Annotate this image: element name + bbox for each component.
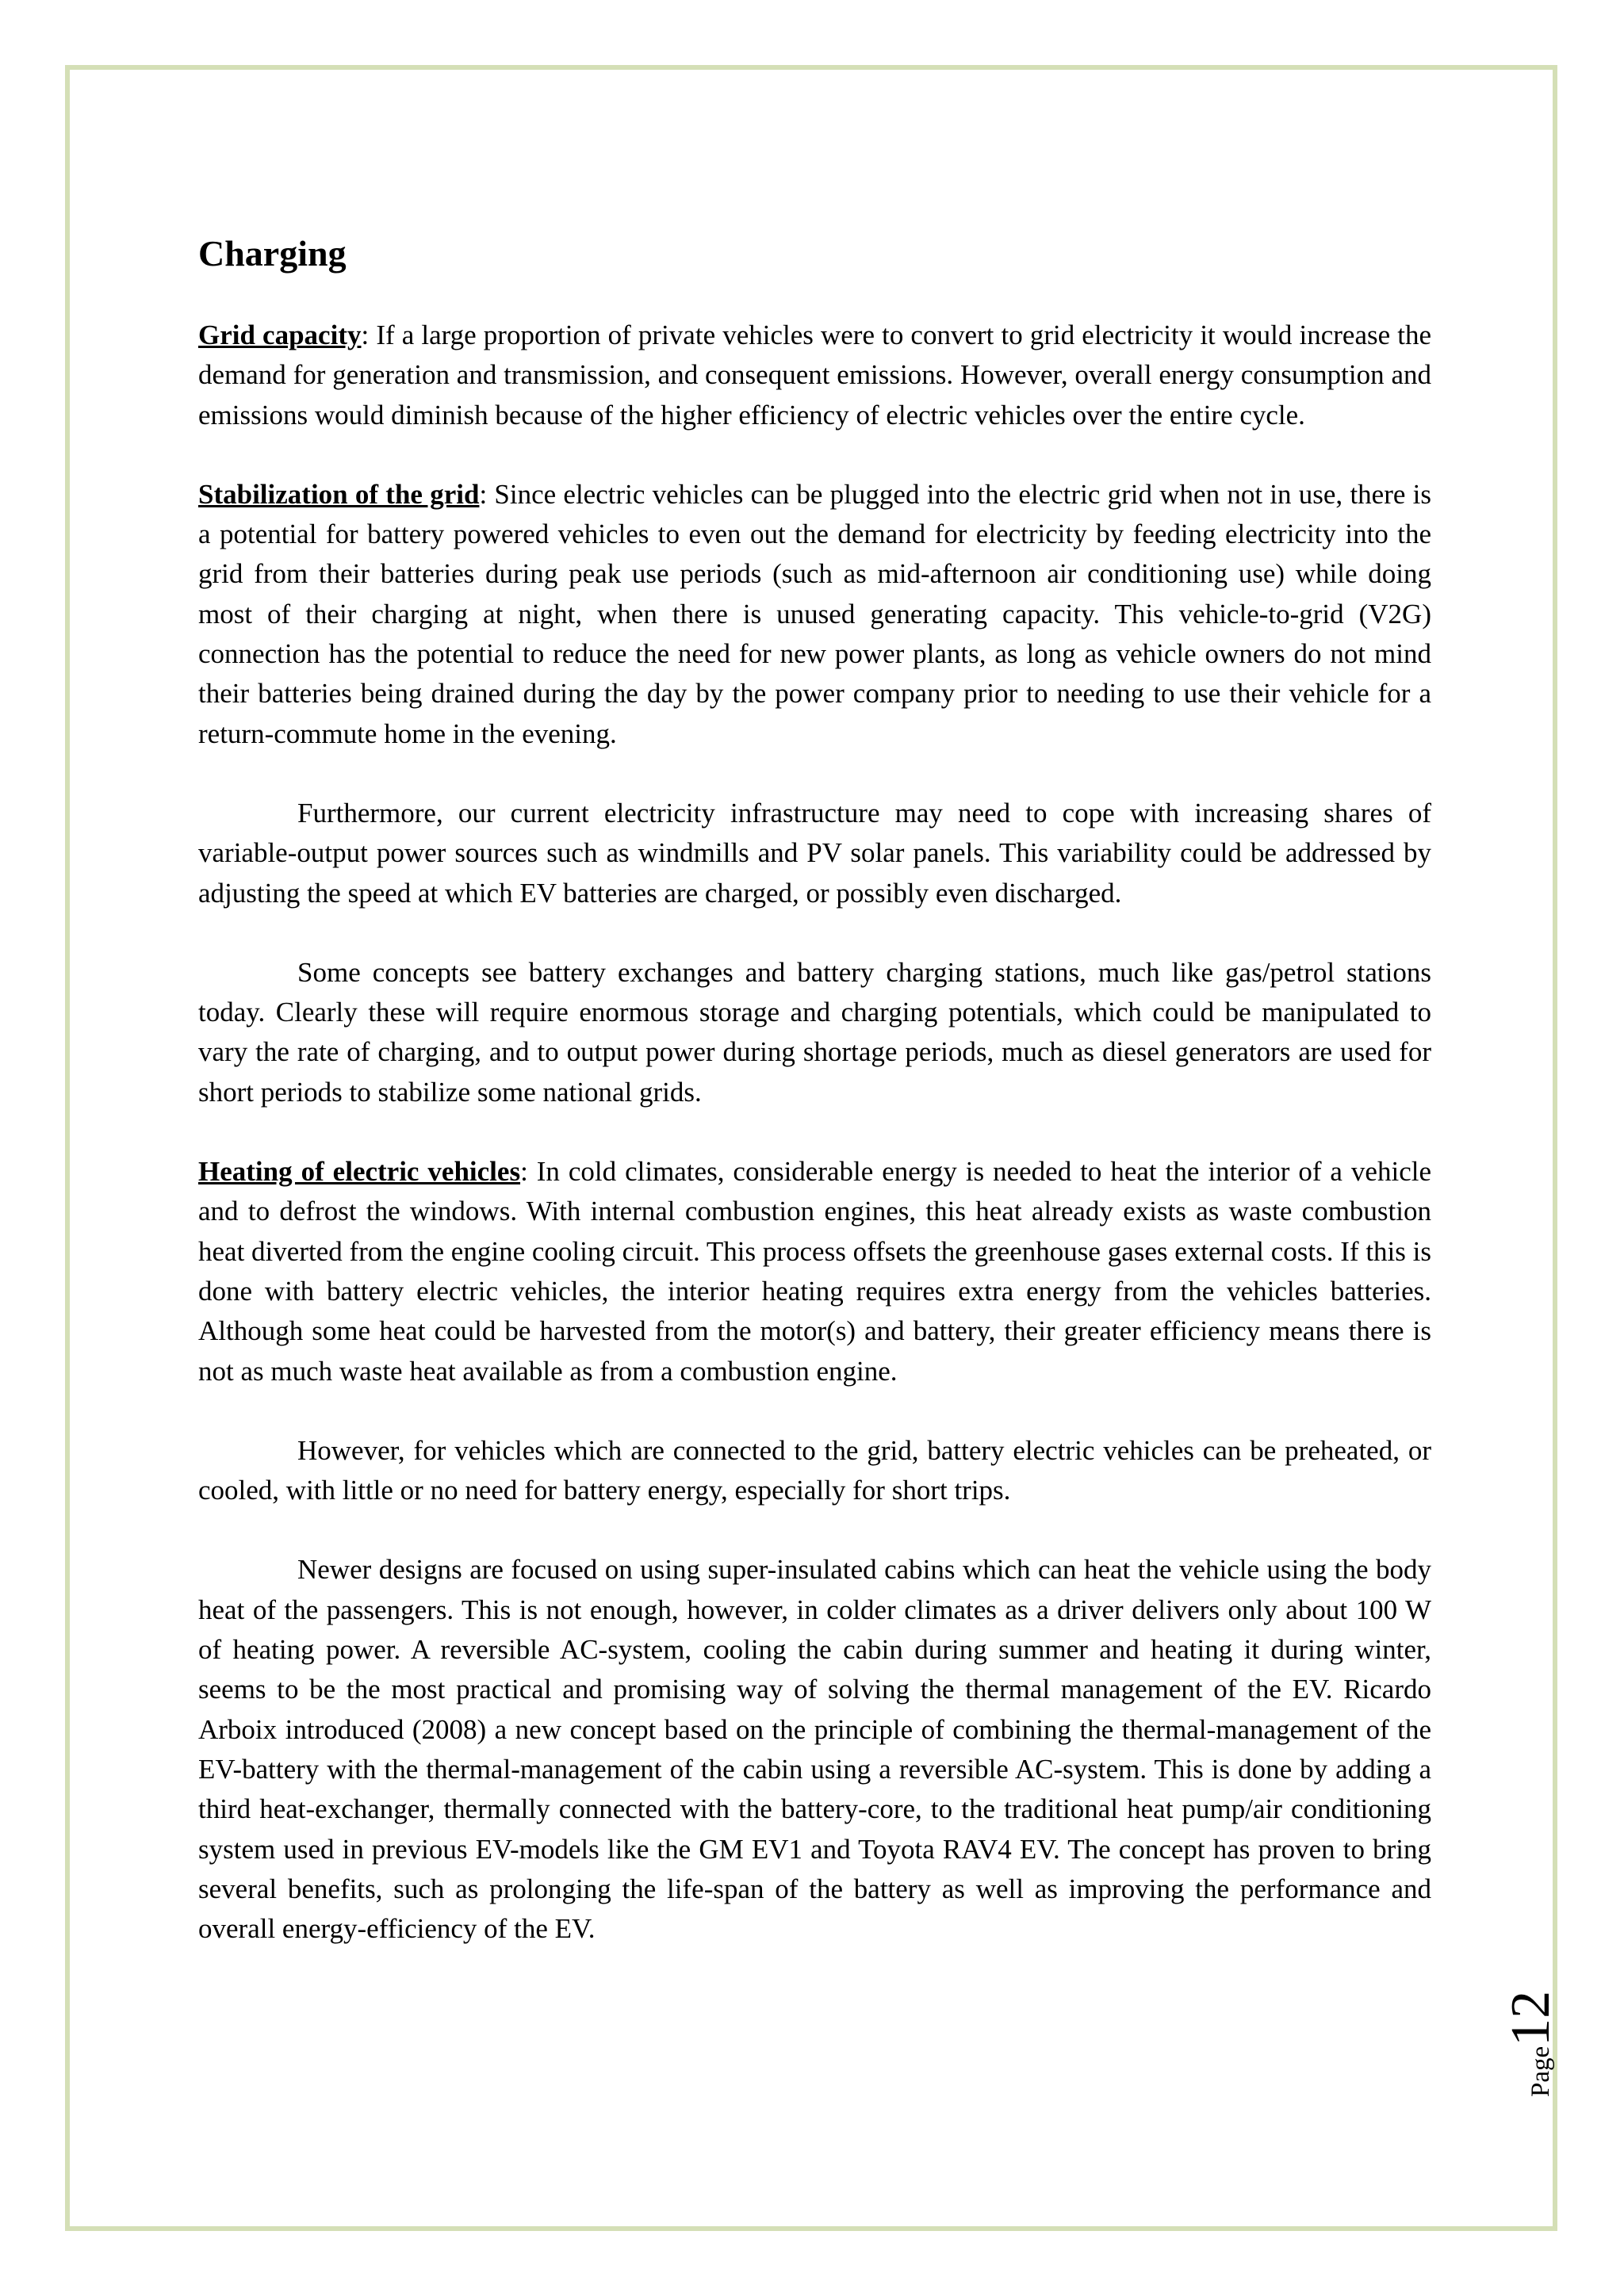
paragraph-infrastructure: Furthermore, our current electricity infrastructure may need to cope with increasing shares of variable-output power sources such as windmills and PV solar panels. This variability could be addressed by adjusting the speed at which EV batteries are charged, or possibly even discharged. [198,797,1431,909]
paragraph-newer-designs: Newer designs are focused on using super-insulated cabins which can heat the vehicle using the body heat of the passengers. This is not enough, however, in colder climates as a driver delivers only about 100 W of heating power. A reversible AC-system, cooling the cabin during summer and heating it during winter, seems to be the most practical and promising way of solving the thermal management of the EV. Ricardo Arboix introduced (2008) a new concept based on the principle of combining the thermal-management of the EV-battery with the thermal-management of the cabin using a reversible AC-system. This is done by adding a third heat-exchanger, thermally connected with the battery-core, to the traditional heat pump/air conditioning system used in previous EV-models like the GM EV1 and Toyota RAV4 EV. The concept has proven to bring several benefits, such as prolonging the life-span of the battery as well as improving the performance and overall energy-efficiency of the EV. [198,1554,1431,1945]
page-number-label [1494,1986,1565,2097]
term-grid-capacity: Grid capacity [198,320,362,350]
paragraph-battery-exchange: Some concepts see battery exchanges and battery charging stations, much like gas/petrol stations today. Clearly these will require enormous storage and charging potentials, which could be manipulated to vary the rate of charging, and to output power during shortage periods, much as diesel generators are used for short periods to stabilize some national grids. [198,956,1431,1108]
paragraph-grid-capacity [198,316,1431,435]
page-word: Page [1526,2045,1555,2097]
paragraph-text: : Since electric vehicles can be plugged into the electric grid when not in use, there is a potential for battery powered vehicles to even out the demand for electricity by feeding electricity into the grid from their batteries during peak use periods (such as mid-afternoon air conditioning use) while doing most of their charging at night, when there is unused generating capacity. This vehicle-to-grid (V2G) connection has the potential to reduce the need for new power plants, as long as vehicle owners do not mind their batteries being drained during the day by the power company prior to needing to use their vehicle for a return-commute home in the evening. [198,478,1431,749]
paragraph-heating [198,1152,1431,1391]
term-heating-of-electric-vehicles: Heating of electric vehicles [198,1156,521,1188]
term-stabilization-of-the-grid: Stabilization of the grid [198,478,480,510]
paragraph-text: : In cold climates, considerable energy is needed to heat the interior of a vehicle and to defrost the windows. With internal combustion engines, this heat already exists as waste combustion heat diverted from the engine cooling circuit. This process offsets the greenhouse gases external costs. If this is done with battery electric vehicles, the interior heating requires extra energy from the vehicles batteries. Although some heat could be harvested from the motor(s) and battery, their greater efficiency means there is not as much waste heat available as from a combustion engine. [198,1156,1431,1387]
paragraph-text: : If a large proportion of private vehicles were to convert to grid electricity it would increase the demand for generation and transmission, and consequent emissions. However, overall energy consumption and emissions would diminish because of the higher efficiency of electric vehicles over the entire cycle. [198,320,1431,430]
page-number: 12 [1500,1990,1561,2046]
paragraph-preheating: However, for vehicles which are connected to the grid, battery electric vehicles can be preheated, or cooled, with little or no need for battery energy, especially for short trips. [198,1434,1431,1506]
section-heading: Charging [198,233,347,274]
document-body [198,232,1431,1988]
paragraph-stabilization [198,475,1431,754]
